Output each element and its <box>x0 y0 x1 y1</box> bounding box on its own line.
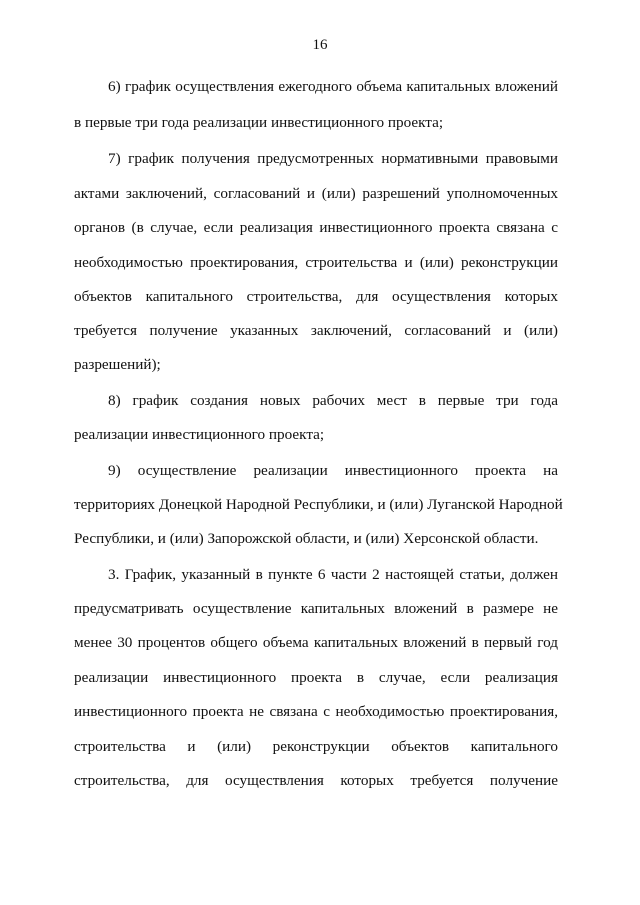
item-7-line-3: органов (в случае, если реализация инвестиционного проекта связана с <box>74 219 558 236</box>
item-6-line-1: 6) график осуществления ежегодного объема капитальных вложений <box>108 78 558 95</box>
item-7-line-1: 7) график получения предусмотренных нормативными правовыми <box>108 150 558 167</box>
part-3-line-6: строительства и (или) реконструкции объектов капитального <box>74 738 558 755</box>
item-9-line-2: территориях Донецкой Народной Республики, и (или) Луганской Народной <box>74 496 563 513</box>
item-9-line-1: 9) осуществление реализации инвестиционного проекта на <box>108 462 558 479</box>
part-3-line-1: 3. График, указанный в пункте 6 части 2 настоящей статьи, должен <box>108 566 558 583</box>
item-9-line-3: Республики, и (или) Запорожской области, и (или) Херсонской области. <box>74 530 539 547</box>
part-3-line-7: строительства, для осуществления которых требуется получение <box>74 772 558 789</box>
part-3-line-3: менее 30 процентов общего объема капитальных вложений в первый год <box>74 634 558 651</box>
item-8-line-1: 8) график создания новых рабочих мест в первые три года <box>108 392 558 409</box>
part-3-line-2: предусматривать осуществление капитальных вложений в размере не <box>74 600 558 617</box>
item-7-line-4: необходимостью проектирования, строительства и (или) реконструкции <box>74 254 558 271</box>
item-6-line-2: в первые три года реализации инвестиционного проекта; <box>74 114 444 131</box>
item-7-line-5: объектов капитального строительства, для осуществления которых <box>74 288 558 305</box>
item-7-line-6: требуется получение указанных заключений, согласований и (или) <box>74 322 558 339</box>
page-number: 16 <box>312 37 328 53</box>
item-8-line-2: реализации инвестиционного проекта; <box>74 426 325 443</box>
part-3-line-4: реализации инвестиционного проекта в случае, если реализация <box>74 669 558 686</box>
part-3-line-5: инвестиционного проекта не связана с необходимостью проектирования, <box>74 703 558 720</box>
item-7-line-7: разрешений); <box>74 356 161 373</box>
item-7-line-2: актами заключений, согласований и (или) разрешений уполномоченных <box>74 185 558 202</box>
